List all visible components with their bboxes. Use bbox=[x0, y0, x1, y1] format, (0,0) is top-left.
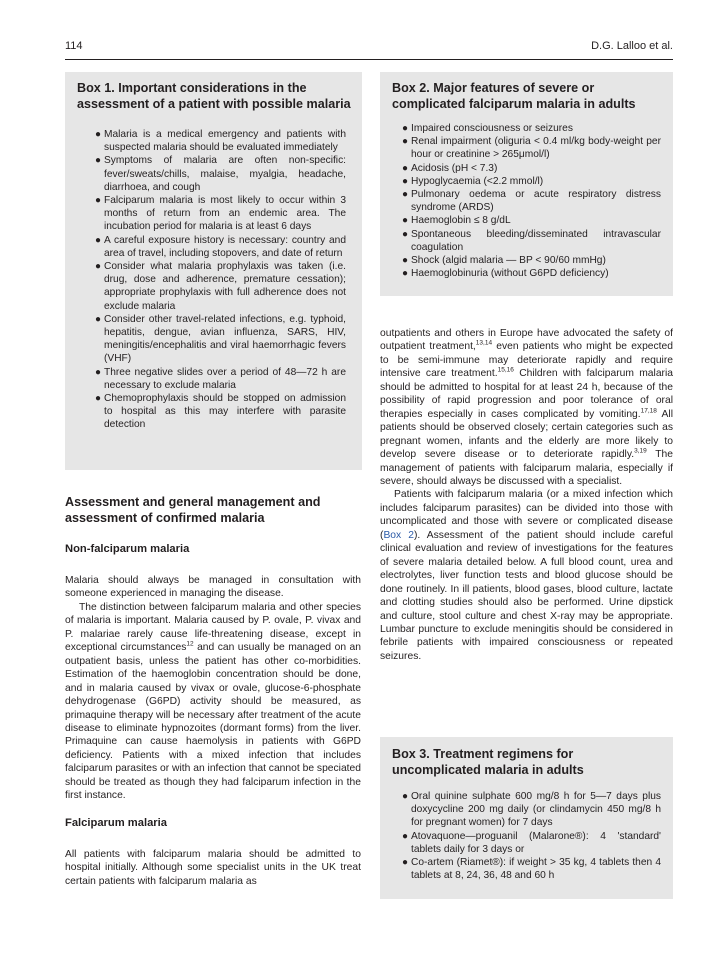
box-1-title: Box 1. Important considerations in the assessment of a patient with possible malaria bbox=[77, 81, 351, 111]
list-item: ● Haemoglobin ≤ 8 g/dL bbox=[402, 215, 511, 227]
paragraph: Patients with falciparum malaria (or a mixed infection which includes falciparum parasites) can be divided into those with uncomplicated and those with severe or complicated disease (Box 2). Assessment of the patient should include careful clinical evaluation and review of investigations for the features of severe malaria detailed below. A full blood count, urea and electrolytes, liver function tests and blood glucose should be done routinely. In ill patients, blood gases, blood culture, lactate and clotting studies should also be performed. Urine dipstick and culture, stool culture and chest X-ray may be appropriate. Lumbar puncture to exclude meningitis should be considered in febrile patients with impaired consciousness or repeated seizures. bbox=[380, 489, 673, 662]
list-item: ● Renal impairment (oliguria < 0.4 ml/kg body-weight per hour or creatinine > 265μmol/l) bbox=[402, 136, 661, 161]
bullet-icon: ● bbox=[402, 136, 409, 148]
citation-ref: 3,19 bbox=[634, 447, 647, 455]
paragraph: The distinction between falciparum malaria and other species of malaria is important. Malaria caused by P. ovale, P. vivax and P. malariae rarely cause life-threatening disease, except in exceptional circumstances$^{12}$ and can usually be managed on an outpatient basis, unless the patient has other co-morbidities. Estimation of the haemoglobin concentration should be done, and in malaria caused by vivax or ovale, glucose-6-phosphate dehydrogenase (G6PD) activity should be measured, as primaquine therapy will be necessary after treatment of the acute disease to eliminate hypnozoites (dormant forms) from the liver. Primaquine can cause haemolysis in patients with G6PD deficiency. Patients with a mixed infection that includes falciparum parasites or with an infection that cannot be speciated should be treated as though they had falciparum infection in the first instance. bbox=[65, 601, 361, 802]
bullet-icon: ● bbox=[95, 313, 102, 325]
list-item: ● Malaria is a medical emergency and patients with suspected malaria should be evaluated immediately bbox=[95, 129, 346, 154]
subheading-non-falciparum: Non-falciparum malaria bbox=[65, 543, 190, 555]
list-item: ● A careful exposure history is necessary: country and area of travel, including stopovers, and date of return bbox=[95, 234, 346, 259]
citation-ref: 17,18 bbox=[640, 407, 657, 415]
citation-ref: 13,14 bbox=[475, 340, 493, 348]
bullet-icon: ● bbox=[95, 129, 102, 140]
list-item: ● Shock (algid malaria — BP < 90/60 mmHg) bbox=[402, 255, 606, 267]
right-column bbox=[380, 327, 673, 663]
bullet-icon: ● bbox=[95, 155, 102, 167]
list-item: ● Impaired consciousness or seizures bbox=[402, 123, 573, 134]
box-3-title: Box 3. Treatment regimens for uncomplicated malaria in adults bbox=[392, 747, 584, 777]
bullet-icon: ● bbox=[402, 255, 409, 267]
bullet-icon: ● bbox=[402, 175, 409, 187]
box-3 bbox=[380, 737, 673, 899]
list-item: ● Chemoprophylaxis should be stopped on admission to hospital as this may interfere with parasite detection bbox=[95, 393, 346, 431]
box-2-title: Box 2. Major features of severe or complicated falciparum malaria in adults bbox=[392, 81, 636, 111]
paragraph: Malaria should always be managed in consultation with someone experienced in managing the disease. bbox=[65, 575, 361, 600]
box-1 bbox=[65, 72, 362, 470]
paragraph: All patients with falciparum malaria should be admitted to hospital initially. Although some specialist units in the UK treat certain patients with falciparum malaria as bbox=[65, 848, 361, 887]
list-item: ● Oral quinine sulphate 600 mg/8 h for 5—7 days plus doxycycline 200 mg daily (or clindamycin 450 mg/8 h for pregnant women) for 7 days bbox=[402, 791, 661, 829]
citation-ref: 12 bbox=[186, 640, 194, 648]
box-2-list bbox=[392, 122, 661, 280]
list-item: ● Atovaquone—proguanil (Malarone®): 4 'standard' tablets daily for 3 days or bbox=[402, 830, 661, 855]
list-item: ● Pulmonary oedema or acute respiratory distress syndrome (ARDS) bbox=[402, 189, 661, 214]
list-item: ● Consider other travel-related infections, e.g. typhoid, hepatitis, dengue, avian influenza, SARS, HIV, meningitis/encephalitis and viral haemorrhagic fevers (VHF) bbox=[95, 313, 346, 365]
bullet-icon: ● bbox=[402, 791, 409, 802]
bullet-icon: ● bbox=[95, 393, 102, 405]
list-item: ● Symptoms of malaria are often non-specific: fever/sweats/chills, malaise, myalgia, headache, diarrhoea, and cough bbox=[95, 155, 346, 193]
bullet-icon: ● bbox=[402, 162, 409, 174]
bullet-icon: ● bbox=[95, 366, 102, 378]
list-item: ● Spontaneous bleeding/disseminated intravascular coagulation bbox=[402, 228, 661, 253]
box-2 bbox=[380, 72, 673, 296]
bullet-icon: ● bbox=[402, 189, 409, 201]
box-1-list bbox=[77, 128, 352, 432]
subheading-falciparum: Falciparum malaria bbox=[65, 816, 167, 829]
bullet-icon: ● bbox=[402, 215, 409, 227]
citation-ref: 15,16 bbox=[497, 366, 514, 374]
header-rule bbox=[65, 59, 673, 60]
bullet-icon: ● bbox=[402, 857, 409, 869]
box-2-link[interactable]: Box 2 bbox=[383, 529, 414, 541]
bullet-icon: ● bbox=[95, 261, 102, 273]
bullet-icon: ● bbox=[95, 234, 102, 246]
bullet-icon: ● bbox=[402, 228, 409, 240]
list-item: ● Falciparum malaria is most likely to occur within 3 months of return from an endemic area. The incubation period for malaria is at least 6 days bbox=[95, 195, 346, 233]
left-column bbox=[65, 494, 361, 888]
list-item: ● Co-artem (Riamet®): if weight > 35 kg, 4 tablets then 4 tablets at 8, 24, 36, 48 and 60 h bbox=[402, 857, 661, 882]
list-item: ● Hypoglycaemia (<2.2 mmol/l) bbox=[402, 175, 544, 187]
bullet-icon: ● bbox=[95, 195, 102, 207]
bullet-icon: ● bbox=[402, 268, 409, 280]
bullet-icon: ● bbox=[402, 830, 409, 842]
page-number: 114 bbox=[65, 40, 83, 52]
section-heading: Assessment and general management and assessment of confirmed malaria bbox=[65, 495, 321, 525]
bullet-icon: ● bbox=[402, 123, 409, 134]
list-item: ● Haemoglobinuria (without G6PD deficiency) bbox=[402, 268, 609, 280]
box-3-list bbox=[392, 790, 661, 882]
paragraph: outpatients and others in Europe have advocated the safety of outpatient treatment,$^{13,14}$ even patients who might be expected to be semi-immune may deteriorate rapidly and require intensive care treatment.$^{15,16}$ Children with falciparum malaria should be admitted to hospital for at least 24 h, because of the possibility of rapid progression and poor tolerance of oral therapies especially in cases complicated by vomiting.$^{17,18}$ All patients should be observed closely; certain categories such as pregnant women, infants and the elderly are more likely to develop severe disease or to deteriorate rapidly.$^{3,19}$ The management of patients with falciparum malaria, especially if severe, should always be discussed with a specialist. bbox=[380, 328, 674, 487]
list-item: ● Three negative slides over a period of 48—72 h are necessary to exclude malaria bbox=[95, 366, 346, 391]
list-item: ● Consider what malaria prophylaxis was taken (i.e. drug, dose and adherence, premature cessation); appropriate prophylaxis with full adherence does not exclude malaria bbox=[95, 261, 346, 312]
running-header bbox=[65, 38, 673, 54]
list-item: ● Acidosis (pH < 7.3) bbox=[402, 162, 498, 174]
running-authors: D.G. Lalloo et al. bbox=[591, 40, 673, 52]
